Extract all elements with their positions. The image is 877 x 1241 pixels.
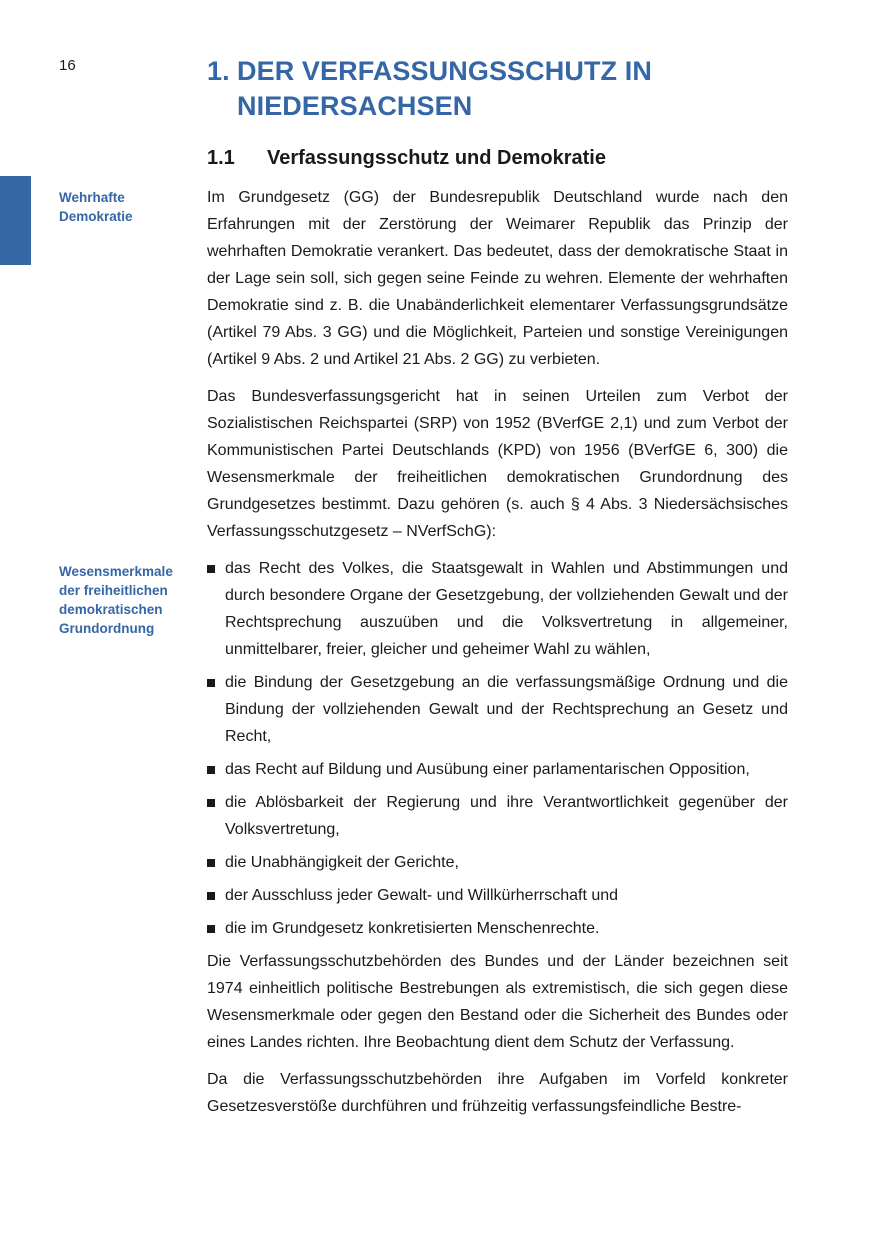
section-title xyxy=(207,144,807,172)
list-item xyxy=(207,555,788,663)
section-title-text: Verfassungsschutz und Demokratie xyxy=(267,147,606,169)
list-item xyxy=(207,756,788,783)
chapter-title xyxy=(207,54,807,124)
list-item-text: die Ablösbarkeit der Regierung und ihre Verantwortlichkeit gegenüber der Volksvertretung, xyxy=(225,794,788,838)
list-item-text: das Recht des Volkes, die Staatsgewalt in Wahlen und Abstimmungen und durch besondere Organe der Gesetzgebung, der vollziehenden Gewalt und der Rechtsprechung auszuüben und die Volksvertretung in allgemeiner, unmittelbarer, freier, gleicher und geheimer Wahl zu wählen, xyxy=(225,560,788,658)
margin-note-line: Grundordnung xyxy=(59,621,155,636)
chapter-side-tab xyxy=(0,176,31,265)
margin-note-line: Wehrhafte xyxy=(59,190,125,205)
bullet-list xyxy=(207,555,788,942)
margin-note-line: Wesensmerkmale xyxy=(59,564,173,579)
margin-note-wehrhafte-demokratie xyxy=(59,188,194,226)
square-bullet-icon xyxy=(207,766,215,774)
square-bullet-icon xyxy=(207,565,215,573)
list-item xyxy=(207,882,788,909)
list-item xyxy=(207,915,788,942)
paragraph: Im Grundgesetz (GG) der Bundesrepublik Deutschland wurde nach den Erfahrungen mit der Zerstörung der Weimarer Republik das Prinzip der wehrhaften Demokratie verankert. Das bedeutet, dass der demokratische Staat in der Lage sein soll, sich gegen seine Feinde zu wehren. Elemente der wehrhaften Demokratie sind z. B. die Unabänderlichkeit elementarer Verfassungsgrundsätze (Artikel 79 Abs. 3 GG) und die Möglichkeit, Parteien und sonstige Vereinigungen (Artikel 9 Abs. 2 und Artikel 21 Abs. 2 GG) zu verbieten. xyxy=(207,189,788,368)
margin-note-line: der freiheitlichen xyxy=(59,583,168,598)
square-bullet-icon xyxy=(207,679,215,687)
margin-note-line: Demokratie xyxy=(59,209,133,224)
paragraph: Da die Verfassungsschutzbehörden ihre Aufgaben im Vorfeld konkreter Gesetzesverstöße durchführen und frühzeitig verfassungsfeindliche Bestre- xyxy=(207,1071,788,1115)
margin-note-line: demokratischen xyxy=(59,602,163,617)
paragraph: Die Verfassungsschutzbehörden des Bundes und der Länder bezeichnen seit 1974 einheitlich politische Bestrebungen als extremistisch, die sich gegen diese Wesensmerkmale oder gegen den Bestand oder die Sicherheit des Bundes oder eines Landes richten. Ihre Beobachtung dient dem Schutz der Verfassung. xyxy=(207,953,788,1051)
list-item-text: das Recht auf Bildung und Ausübung einer parlamentarischen Opposition, xyxy=(225,761,750,778)
section-number: 1.1 xyxy=(207,147,235,169)
list-item xyxy=(207,849,788,876)
paragraph: Das Bundesverfassungsgericht hat in seinen Urteilen zum Verbot der Sozialistischen Reichspartei (SRP) von 1952 (BVerfGE 2,1) und zum Verbot der Kommunistischen Partei Deutschlands (KPD) von 1956 (BVerfGE 6, 300) die Wesensmerkmale der freiheitlichen demokratischen Grundordnung des Grundgesetzes bestimmt. Dazu gehören (s. auch § 4 Abs. 3 Niedersächsisches Verfassungsschutzgesetz – NVerfSchG): xyxy=(207,388,788,540)
list-item xyxy=(207,669,788,750)
chapter-number: 1. xyxy=(207,56,230,86)
body-text xyxy=(207,184,788,1130)
list-item-text: die Unabhängigkeit der Gerichte, xyxy=(225,854,459,871)
square-bullet-icon xyxy=(207,892,215,900)
page-number: 16 xyxy=(59,57,76,74)
list-item xyxy=(207,789,788,843)
list-item-text: die Bindung der Gesetzgebung an die verfassungsmäßige Ordnung und die Bindung der vollziehenden Gewalt und der Rechtsprechung an Gesetz und Recht, xyxy=(225,674,788,745)
square-bullet-icon xyxy=(207,925,215,933)
chapter-title-line2: NIEDERSACHSEN xyxy=(237,91,473,121)
list-item-text: der Ausschluss jeder Gewalt- und Willkürherrschaft und xyxy=(225,887,619,904)
margin-note-wesensmerkmale xyxy=(59,562,194,638)
chapter-title-line1: DER VERFASSUNGSSCHUTZ IN xyxy=(237,56,652,86)
square-bullet-icon xyxy=(207,859,215,867)
list-item-text: die im Grundgesetz konkretisierten Menschenrechte. xyxy=(225,920,600,937)
square-bullet-icon xyxy=(207,799,215,807)
